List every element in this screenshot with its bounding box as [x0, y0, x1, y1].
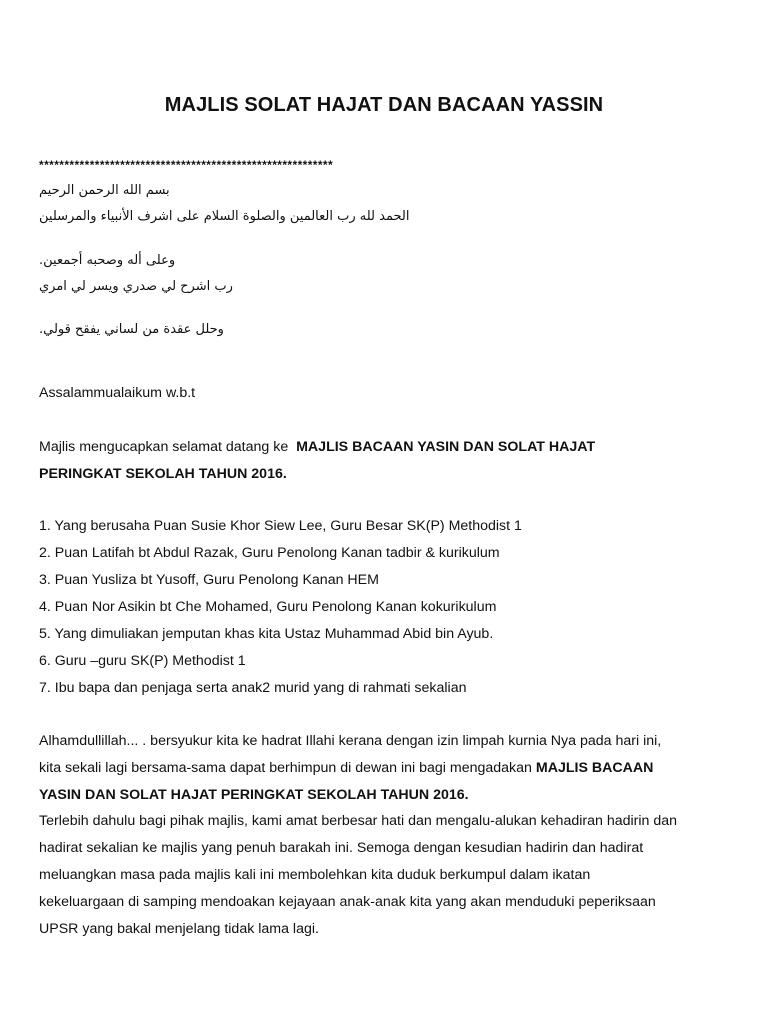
- paragraph-1-line-3: YASIN DAN SOLAT HAJAT PERINGKAT SEKOLAH TAHUN 2016.: [39, 787, 469, 803]
- attendee-item: 7. Ibu bapa dan penjaga serta anak2 murid yang di rahmati sekalian: [39, 680, 467, 696]
- paragraph-2-line: meluangkan masa pada majlis kali ini membolehkan kita duduk berkumpul dalam ikatan: [39, 867, 591, 883]
- paragraph-2-line: kekeluargaan di samping mendoakan kejayaan anak-anak kita yang akan menduduki peperiksaan: [39, 894, 656, 910]
- welcome-line-1: [39, 439, 595, 455]
- arabic-line-salawat: وعلى أله وصحبه أجمعين.: [39, 253, 176, 268]
- greeting-text: Assalammualaikum w.b.t: [39, 385, 196, 401]
- attendee-item: 1. Yang berusaha Puan Susie Khor Siew Lee, Guru Besar SK(P) Methodist 1: [39, 518, 522, 534]
- attendee-item: 2. Puan Latifah bt Abdul Razak, Guru Penolong Kanan tadbir & kurikulum: [39, 545, 500, 561]
- attendee-item: 6. Guru –guru SK(P) Methodist 1: [39, 653, 246, 669]
- document-title: MAJLIS SOLAT HAJAT DAN BACAAN YASSIN: [164, 94, 604, 116]
- attendee-item: 4. Puan Nor Asikin bt Che Mohamed, Guru Penolong Kanan kokurikulum: [39, 599, 497, 615]
- welcome-intro: Majlis mengucapkan selamat datang ke: [39, 439, 289, 455]
- paragraph-2-line: Terlebih dahulu bagi pihak majlis, kami amat berbesar hati dan mengalu-alukan kehadiran hadirin dan: [39, 813, 678, 829]
- attendee-item: 3. Puan Yusliza bt Yusoff, Guru Penolong Kanan HEM: [39, 572, 379, 588]
- paragraph-2-line: hadirat sekalian ke majlis yang penuh barakah ini. Semoga dengan kesudian hadirin dan hadirat: [39, 840, 644, 856]
- welcome-line-2: PERINGKAT SEKOLAH TAHUN 2016.: [39, 466, 287, 482]
- paragraph-1-event-name: MAJLIS BACAAN: [535, 760, 654, 776]
- paragraph-1-line-2: [39, 760, 653, 776]
- arabic-line-doa-2: وحلل عقدة من لساني يفقح قولي.: [39, 322, 224, 337]
- arabic-line-basmala: بسم الله الرحمن الرحيم: [39, 183, 170, 198]
- attendee-item: 5. Yang dimuliakan jemputan khas kita Ustaz Muhammad Abid bin Ayub.: [39, 626, 494, 642]
- arabic-line-doa-1: رب اشرح لي صدري ويسر لي امري: [39, 279, 233, 294]
- paragraph-1-line-1: Alhamdullillah... . bersyukur kita ke hadrat Illahi kerana dengan izin limpah kurnia Nya pada hari ini,: [39, 733, 662, 749]
- welcome-event-name: MAJLIS BACAAN YASIN DAN SOLAT HAJAT: [296, 439, 596, 455]
- paragraph-1-line-2-text: kita sekali lagi bersama-sama dapat berhimpun di dewan ini bagi mengadakan: [39, 760, 532, 776]
- paragraph-2-line: UPSR yang bakal menjelang tidak lama lagi.: [39, 921, 319, 937]
- divider-line: **********************************************************: [39, 158, 334, 172]
- arabic-line-hamdalah: الحمد لله رب العالمين والصلوة السلام على اشرف الأنبياء والمرسلين: [39, 209, 410, 224]
